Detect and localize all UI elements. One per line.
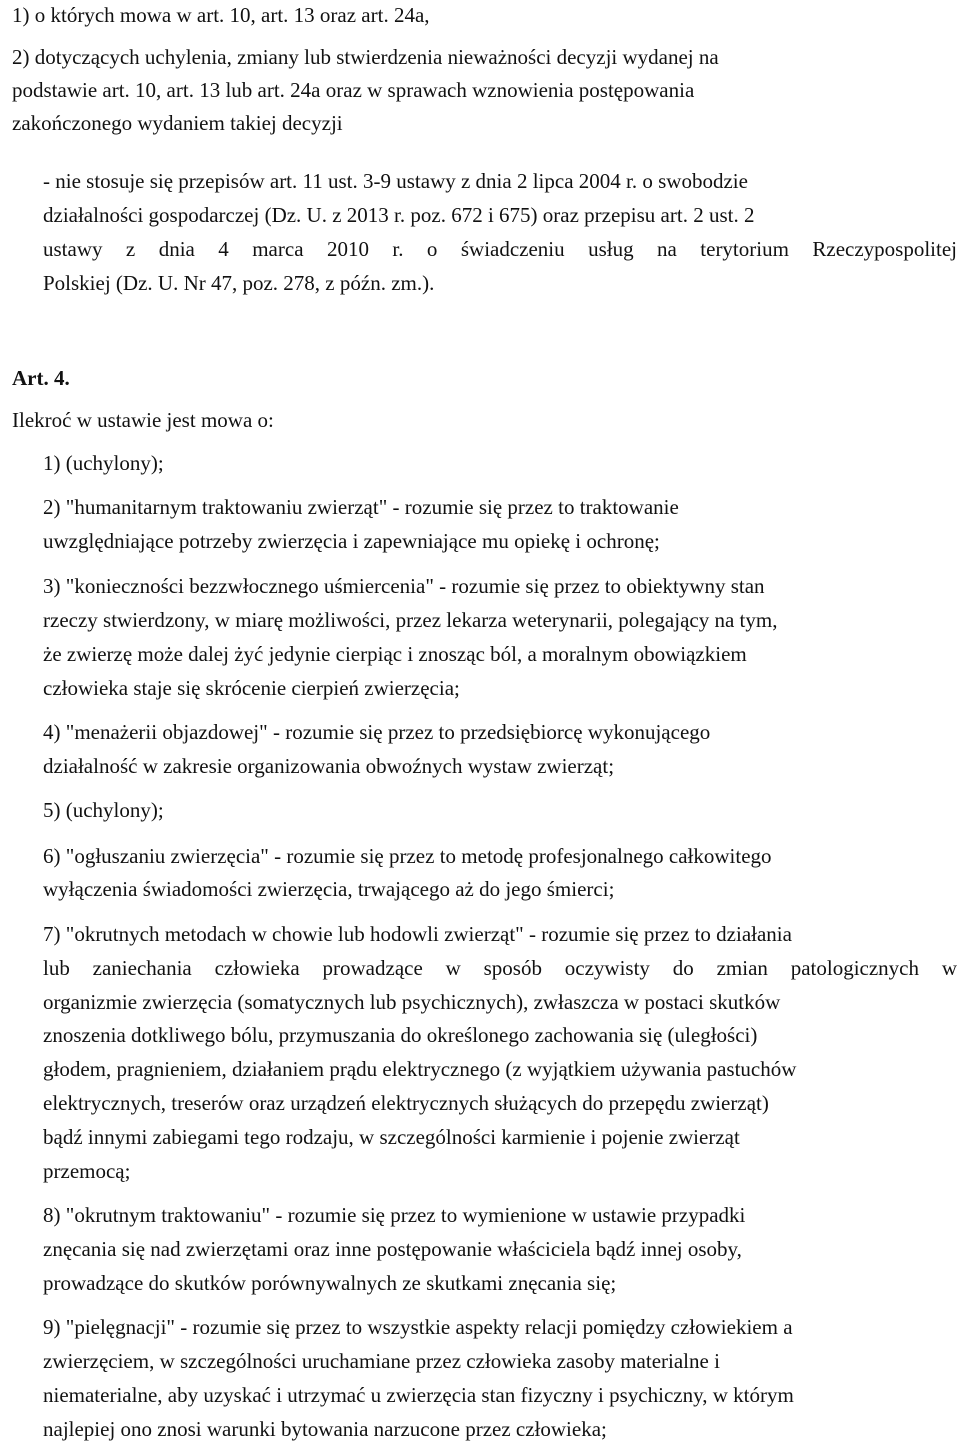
definition-point-2: 2) "humanitarnym traktowaniu zwierząt" - rozumie się przez to traktowanie: [43, 495, 679, 519]
definition-point-7-cont: znoszenia dotkliwego bólu, przymuszania do określonego zachowania się (uległości): [43, 1023, 758, 1047]
definition-point-3-cont: człowieka staje się skrócenie cierpień zwierzęcia;: [43, 676, 460, 700]
definition-point-3-cont: że zwierzę może dalej żyć jedynie cierpiąc i znosząc ból, a moralnym obowiązkiem: [43, 642, 747, 666]
intro-item-2: 2) dotyczących uchylenia, zmiany lub stwierdzenia nieważności decyzji wydanej na: [12, 45, 719, 69]
definition-point-9-cont: najlepiej ono znosi warunki bytowania narzucone przez człowieka;: [43, 1417, 607, 1441]
definition-point-7-cont: głodem, pragnieniem, działaniem prądu elektrycznego (z wyjątkiem używania pastuchów: [43, 1057, 797, 1081]
definition-point-9: 9) "pielęgnacji" - rozumie się przez to wszystkie aspekty relacji pomiędzy człowiekiem a: [43, 1315, 793, 1339]
definition-point-9-cont: zwierzęciem, w szczególności uruchamiane przez człowieka zasoby materialne i: [43, 1349, 720, 1373]
definition-point-7-cont: przemocą;: [43, 1159, 131, 1183]
definition-point-7: 7) "okrutnych metodach w chowie lub hodowli zwierząt" - rozumie się przez to działania: [43, 922, 792, 946]
definition-point-9-cont: niematerialne, aby uzyskać i utrzymać u zwierzęcia stan fizyczny i psychiczny, w którym: [43, 1383, 794, 1407]
definition-point-7-cont: lub zaniechania człowieka prowadzące w sposób oczywisty do zmian patologicznych w: [43, 956, 957, 980]
definition-point-6: 6) "ogłuszaniu zwierzęcia" - rozumie się przez to metodę profesjonalnego całkowitego: [43, 844, 772, 868]
article-heading: Art. 4.: [12, 366, 70, 390]
definition-point-1: 1) (uchylony);: [43, 451, 164, 475]
exclusion-line: działalności gospodarczej (Dz. U. z 2013 r. poz. 672 i 675) oraz przepisu art. 2 ust. 2: [43, 203, 755, 227]
intro-item-2-cont: podstawie art. 10, art. 13 lub art. 24a oraz w sprawach wznowienia postępowania: [12, 78, 695, 102]
definition-point-6-cont: wyłączenia świadomości zwierzęcia, trwającego aż do jego śmierci;: [43, 877, 615, 901]
definition-point-4: 4) "menażerii objazdowej" - rozumie się przez to przedsiębiorcę wykonującego: [43, 720, 711, 744]
definition-point-7-cont: organizmie zwierzęcia (somatycznych lub psychicznych), zwłaszcza w postaci skutków: [43, 990, 781, 1014]
intro-item-2-cont: zakończonego wydaniem takiej decyzji: [12, 111, 343, 135]
definition-point-8-cont: znęcania się nad zwierzętami oraz inne postępowanie właściciela bądź innej osoby,: [43, 1237, 742, 1261]
exclusion-line: ustawy z dnia 4 marca 2010 r. o świadczeniu usług na terytorium Rzeczypospolitej: [43, 237, 957, 261]
intro-item-1: 1) o których mowa w art. 10, art. 13 oraz art. 24a,: [12, 3, 430, 27]
definition-point-3: 3) "konieczności bezzwłocznego uśmiercenia" - rozumie się przez to obiektywny stan: [43, 574, 765, 598]
exclusion-line: - nie stosuje się przepisów art. 11 ust. 3-9 ustawy z dnia 2 lipca 2004 r. o swobodzie: [43, 169, 748, 193]
definition-point-8-cont: prowadzące do skutków porównywalnych ze skutkami znęcania się;: [43, 1271, 617, 1295]
definition-point-8: 8) "okrutnym traktowaniu" - rozumie się przez to wymienione w ustawie przypadki: [43, 1203, 746, 1227]
definition-point-7-cont: bądź innymi zabiegami tego rodzaju, w szczególności karmienie i pojenie zwierząt: [43, 1125, 740, 1149]
exclusion-line: Polskiej (Dz. U. Nr 47, poz. 278, z późn. zm.).: [43, 271, 435, 295]
definition-point-7-cont: elektrycznych, treserów oraz urządzeń elektrycznych służących do przepędu zwierząt): [43, 1091, 769, 1115]
article-lead: Ilekroć w ustawie jest mowa o:: [12, 408, 274, 432]
definition-point-5: 5) (uchylony);: [43, 798, 164, 822]
definition-point-3-cont: rzeczy stwierdzony, w miarę możliwości, przez lekarza weterynarii, polegający na tym,: [43, 608, 778, 632]
definition-point-2-cont: uwzględniające potrzeby zwierzęcia i zapewniające mu opiekę i ochronę;: [43, 529, 660, 553]
definition-point-4-cont: działalność w zakresie organizowania obwoźnych wystaw zwierząt;: [43, 754, 615, 778]
